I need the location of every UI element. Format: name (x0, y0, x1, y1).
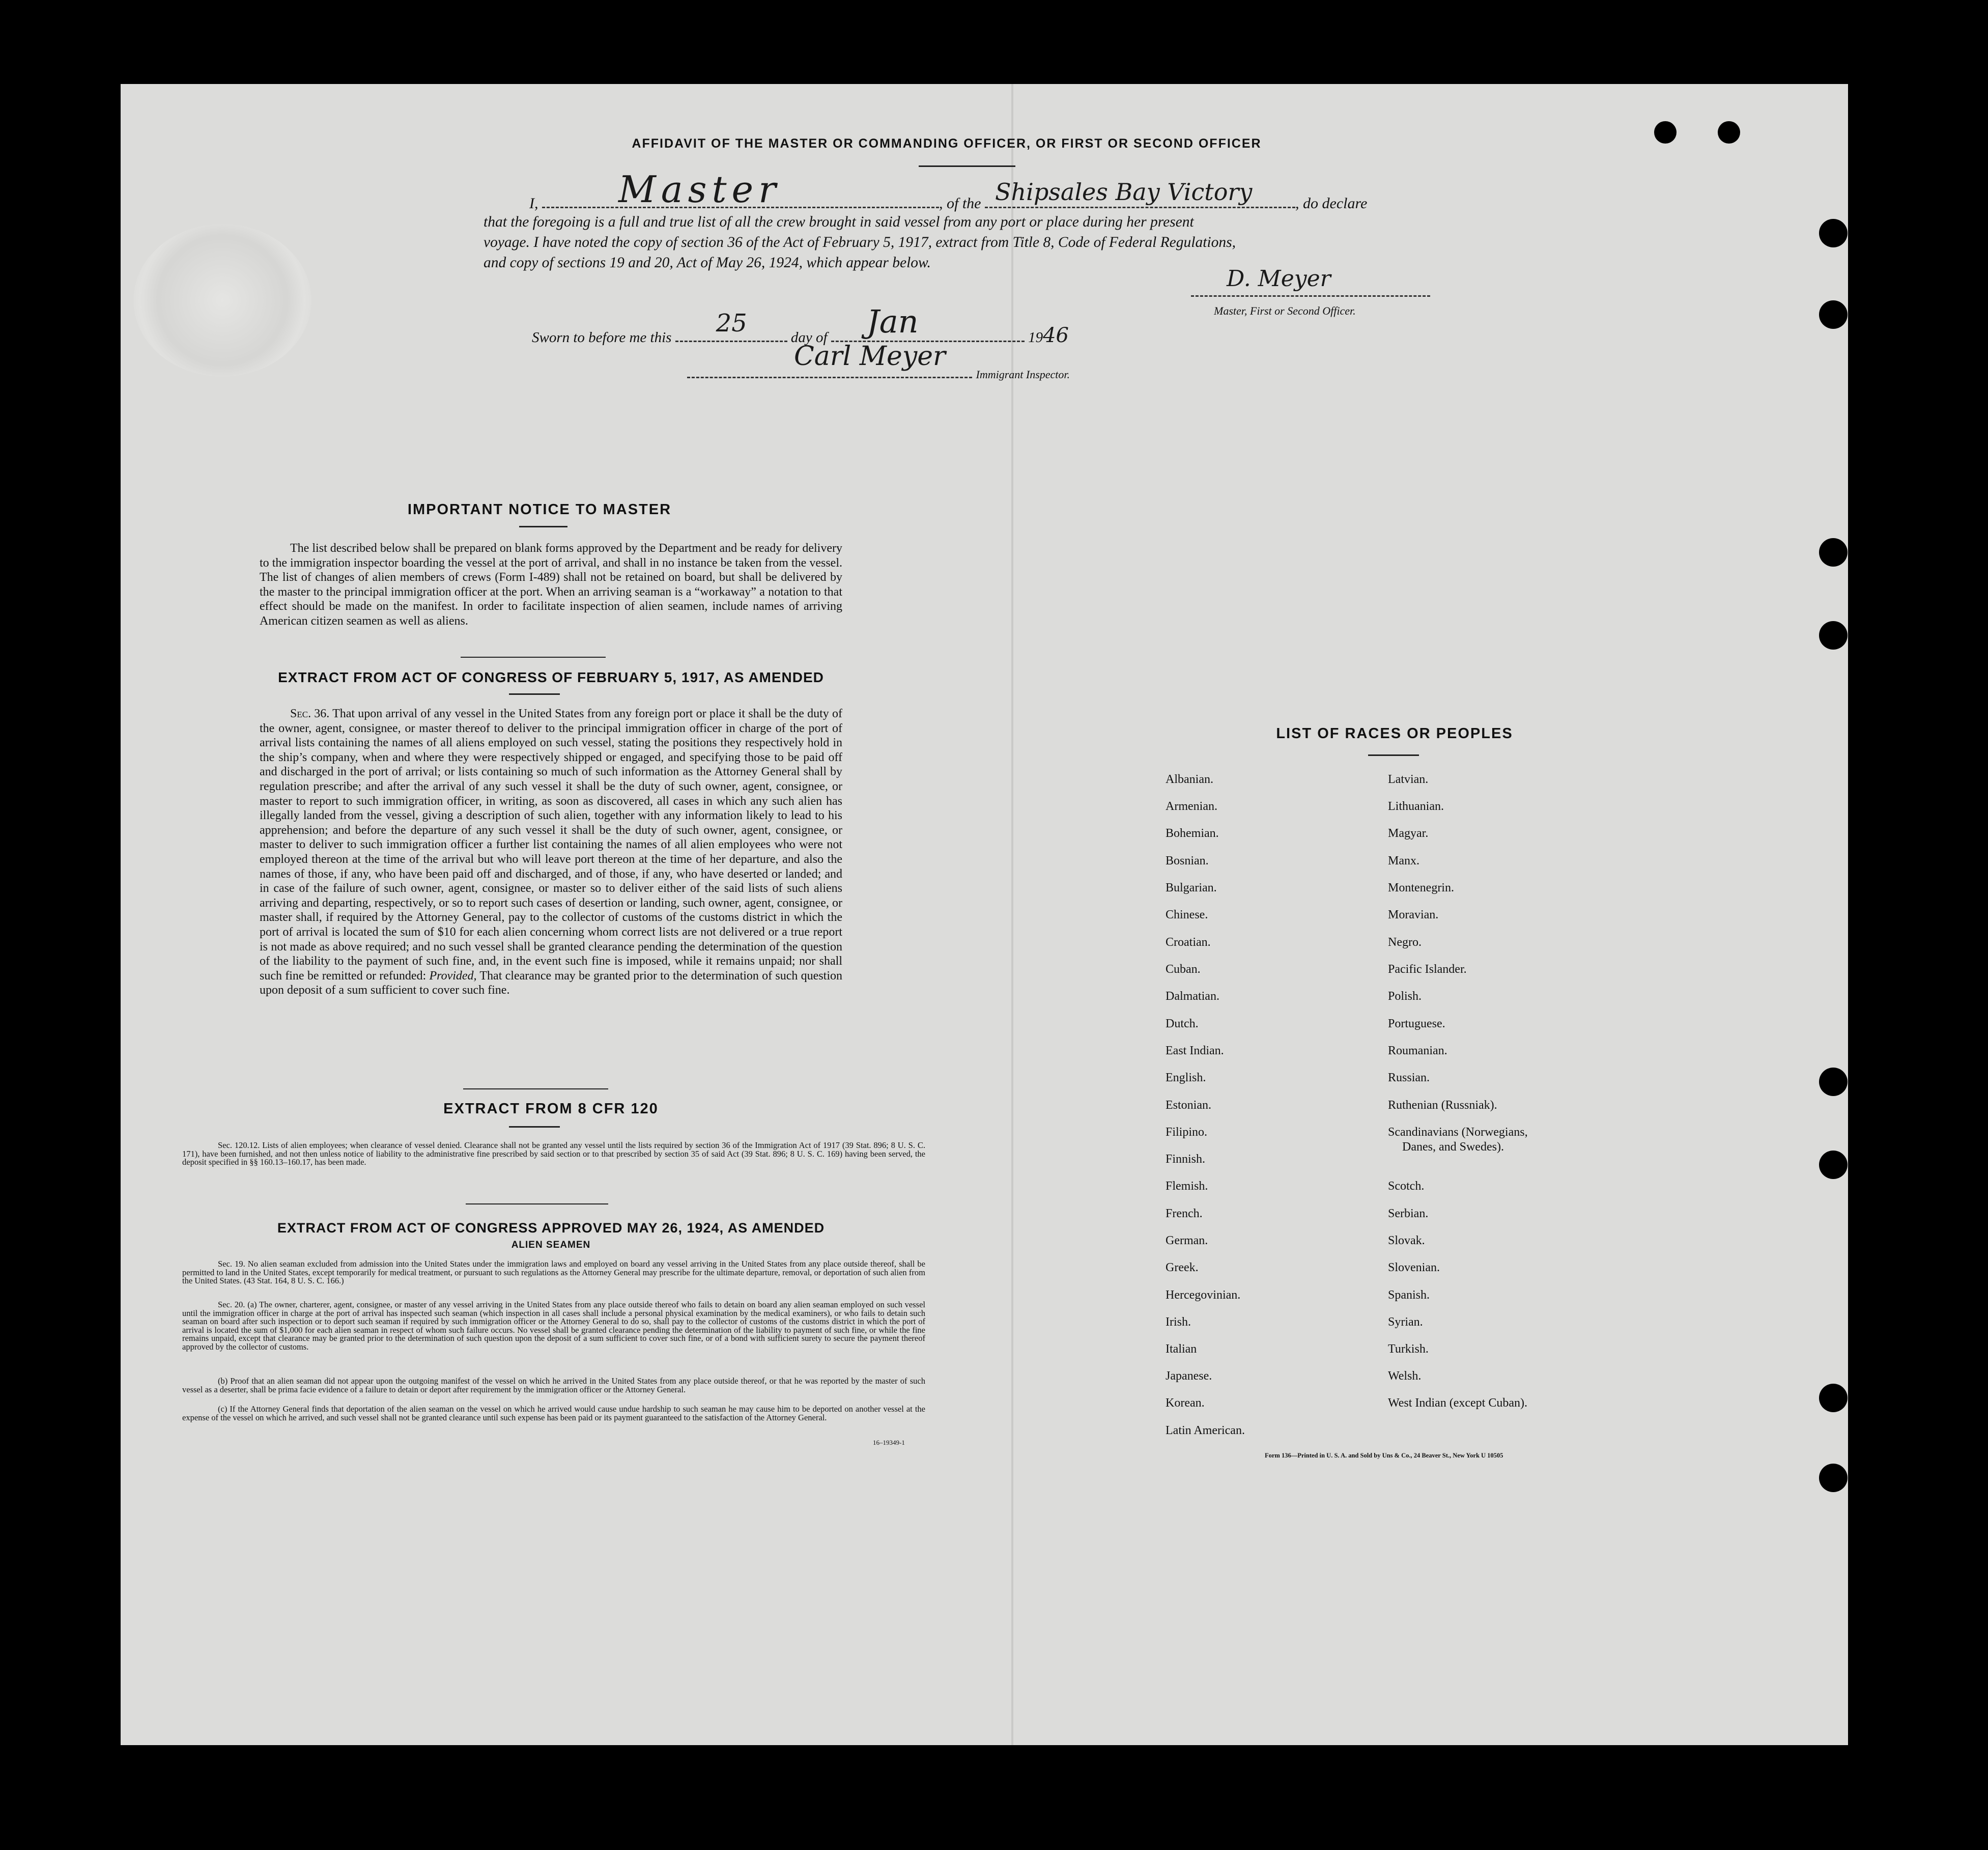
extract-cfr-body: Sec. 120.12. Lists of alien employees; when clearance of vessel denied. Clearance shall not be granted any vessel until the lists required by section 36 of the Immigration Act of 1917 (39 Stat. 896; 8 U. S. C. 171), have been furnished, and not then unless notice of liability to the administrative fine prescribed by said section or to that prescribed by section 35 of said Act (39 Stat. 896; 8 U. S. C. 169) having been served, the deposit specified in §§ 160.13–160.17, has been made. (182, 1140, 925, 1167)
extract-1924-sec20a: Sec. 20. (a) The owner, charterer, agent, consignee, or master of any vessel arriving in the United States from any place outside thereof who fails to detain on board any alien seaman employed on such vessel until the immigration officer in charge at the port of arrival has inspected such seaman (which inspection in all cases shall include a personal physical examination by the medical examiners), or who fails to detain such seaman on board after such inspection or to deport such seaman if required by such immigration officer or the Attorney General to do so, shall pay to the collector of customs of the customs district in which the port of arrival is located the sum of $1,000 for each alien seaman in respect of whom such failure occurs. No vessel shall be granted clearance pending the determination of the liability to payment of such fine, or while the fine remains unpaid, except that clearance may be granted prior to the determination of such question upon the deposit of a sum sufficient to cover such fine, or of a bond with sufficient surety to secure the payment thereof approved by the collector of customs. (182, 1300, 925, 1352)
race-item: East Indian. (1166, 1044, 1224, 1057)
extract-1917-title-rule (509, 693, 560, 695)
race-item: Latvian. (1388, 773, 1429, 786)
race-item: Hercegovinian. (1166, 1288, 1241, 1302)
race-item: Filipino. (1166, 1126, 1208, 1139)
race-item: Latin American. (1166, 1424, 1245, 1437)
race-item: Bohemian. (1166, 827, 1219, 840)
race-item: Bosnian. (1166, 854, 1209, 867)
race-item: Serbian. (1388, 1207, 1429, 1220)
race-item: Croatian. (1166, 936, 1211, 949)
notice-title: IMPORTANT NOTICE TO MASTER (407, 501, 672, 518)
race-item: Estonian. (1166, 1099, 1211, 1112)
races-title: LIST OF RACES OR PEOPLES (1276, 725, 1513, 742)
form-code: 16–19349-1 (873, 1439, 905, 1446)
binder-hole-icon (1819, 1384, 1848, 1412)
race-item: Flemish. (1166, 1180, 1208, 1193)
race-item: Irish. (1166, 1315, 1191, 1329)
binder-hole-icon (1819, 621, 1848, 650)
affidavit-of-the: , of the (939, 195, 981, 212)
sworn-prefix: Sworn to before me this (532, 329, 672, 346)
affidavit-line-4: and copy of sections 19 and 20, Act of May 26, 1924, which appear below. (484, 255, 931, 271)
race-item: Finnish. (1166, 1153, 1206, 1166)
sworn-day-of: day of (790, 329, 828, 346)
master-name-handwritten: Master (618, 168, 781, 211)
race-item: Turkish. (1388, 1342, 1429, 1356)
inspector-signature: Carl Meyer (794, 341, 946, 372)
race-item: Manx. (1388, 854, 1419, 867)
race-item: Dalmatian. (1166, 990, 1219, 1003)
races-title-rule (1368, 754, 1419, 756)
affidavit-line-2: that the foregoing is a full and true list of all the crew brought in said vessel from any port or place during her present (484, 214, 1194, 230)
race-item: Cuban. (1166, 963, 1201, 976)
binder-hole-icon (1819, 300, 1848, 329)
race-item: Roumanian. (1388, 1044, 1447, 1057)
binder-hole-icon (1819, 219, 1848, 247)
officer-signature: D. Meyer (1227, 266, 1331, 292)
race-item: Lithuanian. (1388, 800, 1444, 813)
race-item: Scotch. (1388, 1180, 1425, 1193)
binder-hole-icon (1718, 121, 1740, 144)
race-item: Negro. (1388, 936, 1422, 949)
race-item: German. (1166, 1234, 1208, 1247)
affidavit-title: AFFIDAVIT OF THE MASTER OR COMMANDING OFFICER, OR FIRST OR SECOND OFFICER (632, 136, 1262, 151)
race-item: Welsh. (1388, 1369, 1422, 1383)
binder-hole-icon (1819, 1068, 1848, 1096)
race-item: Pacific Islander. (1388, 963, 1467, 976)
sworn-year-handwritten: 46 (1043, 324, 1069, 347)
extract-1924-sec19: Sec. 19. No alien seaman excluded from admission into the United States under the immigration laws and employed on board any vessel arriving in the United States from any place outside thereof, shall be permitted to land in the United States, except temporarily for medical treatment, or pursuant to such regulations as the Attorney General may prescribe for the ultimate departure, removal, or deportation of such alien from the United States. (43 Stat. 164, 8 U. S. C. 166.) (182, 1259, 925, 1286)
race-item: Armenian. (1166, 800, 1217, 813)
race-item: Magyar. (1388, 827, 1429, 840)
affidavit-line-3: voyage. I have noted the copy of section 36 of the Act of February 5, 1917, extract from Title 8, Code of Federal Regulations, (484, 234, 1236, 250)
notice-end-rule (461, 657, 606, 658)
notice-title-rule (519, 526, 567, 527)
sworn-day-handwritten: 25 (716, 309, 747, 338)
binder-hole-icon (1819, 1151, 1848, 1179)
extract-1917-body (260, 707, 842, 998)
race-item: Moravian. (1388, 908, 1439, 921)
extract-1917-title: EXTRACT FROM ACT OF CONGRESS OF FEBRUARY 5, 1917, AS AMENDED (278, 669, 824, 685)
race-item: Portuguese. (1388, 1017, 1445, 1030)
officer-signature-line (1191, 266, 1430, 301)
extract-1924-sec20c: (c) If the Attorney General finds that deportation of the alien seaman on the vessel on which he arrived would cause undue hardship to such seaman he may cause him to be deported on another vessel at the expense of the vessel on which he arrived, and such vessel shall not be granted clearance until such expense has been paid or its payment guaranteed to the satisfaction of the Attorney General. (182, 1404, 925, 1422)
printer-note: Form 136—Printed in U. S. A. and Sold by Uns & Co., 24 Beaver St., New York U 10505 (1265, 1452, 1503, 1459)
sec-36-label: Sec. 36. (290, 707, 330, 720)
race-item: Syrian. (1388, 1315, 1423, 1329)
sworn-year-prefix: 19 (1028, 329, 1043, 346)
affidavit-declare: , do declare (1295, 195, 1368, 212)
race-item: Dutch. (1166, 1017, 1199, 1030)
race-item: Polish. (1388, 990, 1422, 1003)
binder-hole-icon (1819, 1464, 1848, 1492)
extract-cfr-title: EXTRACT FROM 8 CFR 120 (443, 1101, 659, 1117)
race-item: Korean. (1166, 1396, 1205, 1410)
race-item: Danes, and Swedes). (1402, 1140, 1504, 1154)
race-item: French. (1166, 1207, 1203, 1220)
race-item: Italian (1166, 1342, 1197, 1356)
affidavit-title-rule (919, 165, 1015, 167)
race-item: Russian. (1388, 1071, 1430, 1084)
extract-1924-subtitle: ALIEN SEAMEN (511, 1240, 591, 1250)
extract-cfr-end-rule (466, 1203, 608, 1204)
inspector-signature-line (687, 341, 1070, 382)
notice-body: The list described below shall be prepared on blank forms approved by the Department and be ready for delivery to the immigration inspector boarding the vessel at the port of arrival, and shall in no instance be taken from the vessel. The list of changes of alien members of crews (Form I-489) shall not be retained on board, but shall be delivered by the master to the principal immigration officer at the port. When an arriving seaman is a “workaway” a notation to that effect should be made on the manifest. In order to facilitate inspection of alien seamen, include names of arriving American citizen seamen as well as aliens. (260, 542, 842, 628)
sec-36-provided: Provided, (429, 969, 477, 983)
binder-hole-icon (1654, 121, 1677, 144)
binder-hole-icon (1819, 538, 1848, 567)
race-item: Bulgarian. (1166, 881, 1217, 894)
race-item: Chinese. (1166, 908, 1208, 921)
embossed-seal (133, 224, 311, 377)
inspector-caption: Immigrant Inspector. (976, 368, 1070, 381)
race-item: English. (1166, 1071, 1206, 1084)
race-item: Ruthenian (Russniak). (1388, 1099, 1497, 1112)
affidavit-line-1 (529, 168, 1368, 212)
vessel-name-handwritten: Shipsales Bay Victory (995, 178, 1253, 206)
sec-36-text: That upon arrival of any vessel in the United States from any foreign port or place it shall be the duty of the owner, agent, consignee, or master thereof to deliver to the principal immigration officer in charge of the port of arrival lists containing the names of all aliens employed on such vessel, stating the positions they respectively hold in the ship’s company, when and where they were respectively shipped or engaged, and specifying those to be paid off and discharged in the port of arrival; or lists containing so much of such information as the Attorney General shall by regulation prescribe; and after the arrival of any such vessel it shall be the duty of such owner, agent, consignee, or master to report to such immigration officer, in writing, as soon as discovered, all cases in which any such alien has illegally landed from the vessel, giving a description of such alien, together with any information likely to lead to his apprehension; and before the departure of any such vessel it shall be the duty of such owner, agent, consignee, or master to deliver to such immigration officer a further list containing the names of all alien employees who were not employed thereon at the time of the arrival but who will leave port thereon at the time of her departure, and also the names of those, if any, who have been paid off and discharged, and of those, if any, who have deserted or landed; and in case of the failure of such owner, agent, consignee, or master so to deliver either of the said lists of such aliens arriving and departing, respectively, or so to report such cases of desertion or landing, such owner, agent, consignee, or master shall, if required by the Attorney General, pay to the collector of customs of the customs district in which the port of arrival is located the sum of $10 for each alien concerning whom correct lists are not delivered or a true report is not made as above required; and no such vessel shall be granted clearance pending the determination of the question of the liability to the payment of such fine, and, in the event such fine is imposed, while it remains unpaid; nor shall such fine be remitted or refunded: (260, 707, 842, 983)
race-item: Albanian. (1166, 773, 1213, 786)
affidavit-prefix: I, (529, 195, 538, 212)
race-item: West Indian (except Cuban). (1388, 1396, 1527, 1410)
officer-caption: Master, First or Second Officer. (1214, 304, 1356, 317)
sworn-month-handwritten: Jan (866, 303, 919, 340)
race-item: Montenegrin. (1388, 881, 1454, 894)
extract-1924-title: EXTRACT FROM ACT OF CONGRESS APPROVED MAY 26, 1924, AS AMENDED (277, 1220, 825, 1236)
extract-1917-end-rule (463, 1088, 608, 1089)
race-item: Japanese. (1166, 1369, 1212, 1383)
extract-1924-sec20b: (b) Proof that an alien seaman did not appear upon the outgoing manifest of the vessel on which he arrived in the United States from any place outside thereof, or that he was reported by the master of such vessel as a deserter, shall be prima facie evidence of a failure to detain or deport after requirement by the immigration officer or the Attorney General. (182, 1376, 925, 1394)
race-item: Slovenian. (1388, 1261, 1440, 1274)
race-item: Greek. (1166, 1261, 1199, 1274)
race-item: Slovak. (1388, 1234, 1425, 1247)
race-item: Scandinavians (Norwegians, (1388, 1126, 1528, 1139)
sec-36-proviso: That clearance may be granted prior to the determination of such question upon deposit of a sum sufficient to cover such fine. (260, 969, 843, 997)
extract-cfr-title-rule (509, 1126, 560, 1128)
race-item: Spanish. (1388, 1288, 1430, 1302)
